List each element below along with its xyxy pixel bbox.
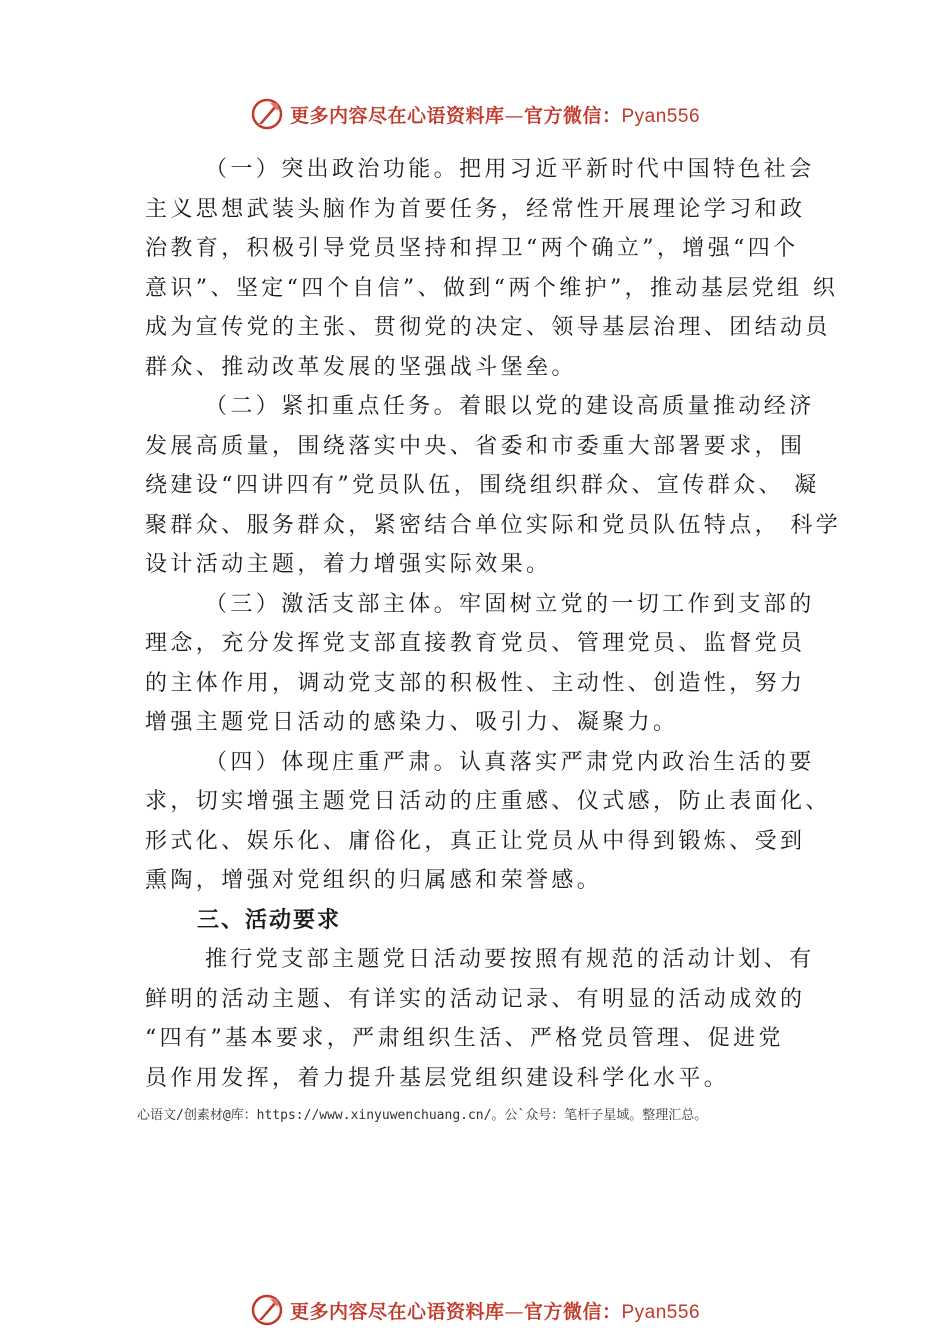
paragraph-line: 熏陶，增强对党组织的归属感和荣誉感。	[145, 868, 603, 893]
paragraph-line: （一）突出政治功能。把用习近平新时代中国特色社会	[205, 157, 815, 182]
paragraph-line: 群众、推动改革发展的坚强战斗堡垒。	[145, 354, 577, 380]
watermark-dash: —	[504, 1300, 524, 1323]
section-heading-requirements: 三、活动要求	[197, 907, 342, 933]
paragraph-line: 形式化、娱乐化、庸俗化，真正让党员从中得到锻炼、受到	[145, 828, 806, 854]
paragraph-line: （二）紧扣重点任务。着眼以党的建设高质量推动经济	[205, 394, 815, 419]
section-key-tasks	[145, 387, 842, 585]
section-branch-subject	[145, 585, 815, 743]
paragraph-line: 治教育，积极引导党员坚持和捍卫“两个确立”，增强“四个	[145, 236, 799, 261]
paragraph-line: 意识”、坚定“四个自信”、做到“两个维护”，推动基层党组 织	[145, 275, 839, 301]
paragraph-line: 成为宣传党的主张、贯彻党的决定、领导基层治理、团结动员	[145, 315, 831, 340]
quill-logo-icon	[250, 97, 284, 131]
paragraph-line: （四）体现庄重严肃。认真落实严肃党内政治生活的要	[205, 749, 815, 775]
paragraph-line: 增强主题党日活动的感染力、吸引力、凝聚力。	[145, 710, 679, 735]
section-solemnity	[145, 743, 831, 901]
paragraph-line: 发展高质量，围绕落实中央、省委和市委重大部署要求，围	[145, 433, 806, 459]
paragraph-line: 主义思想武装头脑作为首要任务，经常性开展理论学习和政	[145, 196, 806, 222]
paragraph-line: 求，切实增强主题党日活动的庄重感、仪式感，防止表面化、	[145, 789, 831, 814]
watermark-text	[290, 101, 700, 128]
paragraph-line: 聚群众、服务群众，紧密结合单位实际和党员队伍特点， 科学	[145, 512, 842, 538]
watermark-dash: —	[504, 104, 524, 127]
document-body	[145, 150, 842, 1098]
watermark-wechat-id: Pyan556	[621, 1301, 701, 1323]
footer-watermark	[0, 1290, 950, 1330]
paragraph-line: 绕建设“四讲四有”党员队伍，围绕组织群众、宣传群众、 凝	[145, 473, 820, 498]
paragraph-line: 推行党支部主题党日活动要按照有规范的活动计划、有	[205, 947, 815, 972]
paragraph-line: 设计活动主题，着力增强实际效果。	[145, 552, 552, 577]
watermark-wechat-label: 官方微信：	[523, 104, 622, 127]
paragraph-line: 的主体作用，调动党支部的积极性、主动性、创造性，努力	[145, 670, 806, 696]
quill-logo-icon	[250, 1293, 284, 1327]
section-requirements	[145, 940, 815, 1098]
watermark-text	[290, 1297, 700, 1324]
paragraph-line: 鲜明的活动主题、有详实的活动记录、有明显的活动成效的	[145, 986, 806, 1012]
header-watermark	[0, 94, 950, 134]
paragraph-line: （三）激活支部主体。牢固树立党的一切工作到支部的	[205, 591, 815, 617]
source-note: 心语文/创素材@库：https://www.xinyuwenchuang.cn/。公`众号：笔杆子星域。整理汇总。	[137, 1108, 708, 1123]
watermark-wechat-label: 官方微信：	[523, 1300, 622, 1323]
paragraph-line: “四有”基本要求，严肃组织生活、严格党员管理、促进党	[145, 1026, 784, 1051]
section-political-function	[145, 150, 839, 387]
watermark-wechat-id: Pyan556	[621, 105, 701, 127]
paragraph-line: 员作用发挥，着力提升基层党组织建设科学化水平。	[145, 1065, 730, 1091]
watermark-site-text: 更多内容尽在心语资料库	[289, 104, 505, 127]
paragraph-line: 理念，充分发挥党支部直接教育党员、管理党员、监督党员	[145, 631, 806, 656]
watermark-site-text: 更多内容尽在心语资料库	[289, 1300, 505, 1323]
